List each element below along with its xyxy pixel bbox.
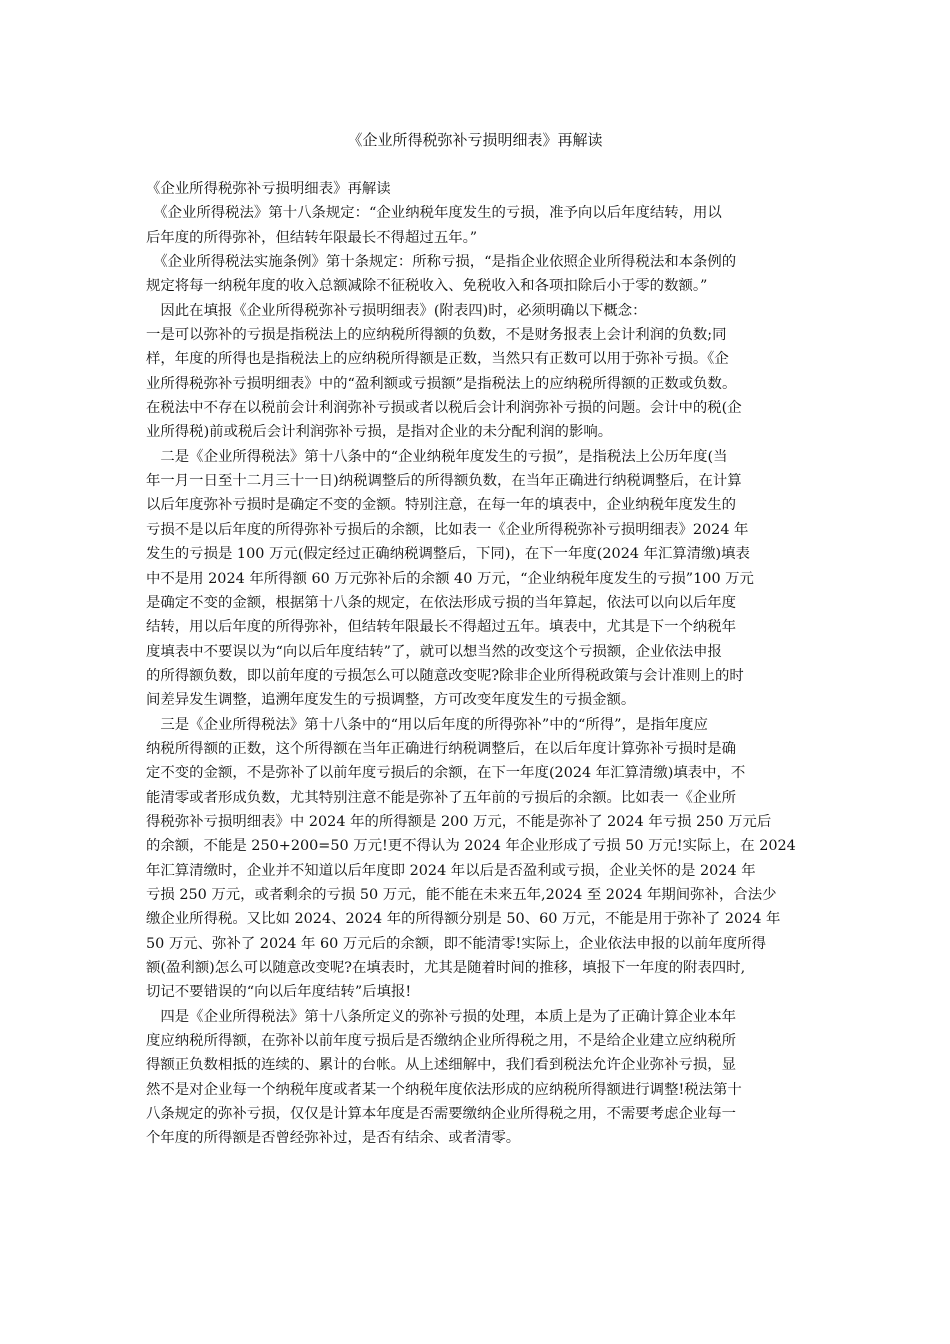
document-title: 《企业所得税弥补亏损明细表》再解读 xyxy=(347,131,603,149)
body-line: 的所得额负数，即以前年度的亏损怎么可以随意改变呢?除非企业所得税政策与会计准则上的时 xyxy=(146,667,744,684)
body-line: 度应纳税所得额，在弥补以前年度亏损后是否缴纳企业所得税之用，不是给企业建立应纳税所 xyxy=(146,1033,737,1050)
body-line: 得额正负数相抵的连续的、累计的台帐。从上述细解中，我们看到税法允许企业弥补亏损，显 xyxy=(146,1057,737,1074)
body-line: 业所得税弥补亏损明细表》中的“盈利额或亏损额”是指税法上的应纳税所得额的正数或负数。 xyxy=(146,375,737,392)
body-line: 亏损不是以后年度的所得弥补亏损后的余额，比如表一《企业所得税弥补亏损明细表》2024 年 xyxy=(146,521,749,538)
body-line: 的余额，不能是 250+200=50 万元!更不得认为 2024 年企业形成了亏损 50 万元!实际上，在 2024 xyxy=(146,838,796,855)
body-line: 然不是对企业每一个纳税年度或者某一个纳税年度依法形成的应纳税所得额进行调整!税法第十 xyxy=(146,1081,742,1098)
body-line: 《企业所得税法》第十八条规定：“企业纳税年度发生的亏损，准予向以后年度结转，用以 xyxy=(146,205,722,222)
body-line: 《企业所得税弥补亏损明细表》再解读 xyxy=(146,181,391,197)
body-line: 三是《企业所得税法》第十八条中的“用以后年度的所得弥补”中的“所得”，是指年度应 xyxy=(146,716,708,733)
body-line: 八条规定的弥补亏损，仅仅是计算本年度是否需要缴纳企业所得税之用，不需要考虑企业每一 xyxy=(146,1106,737,1123)
body-line: 结转，用以后年度的所得弥补，但结转年限最长不得超过五年。填表中，尤其是下一个纳税年 xyxy=(146,619,737,636)
body-line: 四是《企业所得税法》第十八条所定义的弥补亏损的处理，本质上是为了正确计算企业本年 xyxy=(146,1008,737,1025)
body-line: 年汇算清缴时，企业并不知道以后年度即 2024 年以后是否盈利或亏损，企业关怀的是 2024 年 xyxy=(146,862,756,879)
body-line: 度填表中不要误以为“向以后年度结转”了，就可以想当然的改变这个亏损额，企业依法申报 xyxy=(146,643,722,660)
body-line: 《企业所得税法实施条例》第十条规定：所称亏损，“是指企业依照企业所得税法和本条例的 xyxy=(146,254,737,271)
body-line: 样，年度的所得也是指税法上的应纳税所得额是正数，当然只有正数可以用于弥补亏损。《企 xyxy=(146,351,729,368)
body-line: 纳税所得额的正数，这个所得额在当年正确进行纳税调整后，在以后年度计算弥补亏损时是确 xyxy=(146,740,737,757)
body-line: 额(盈利额)怎么可以随意改变呢?在填表时，尤其是随着时间的推移，填报下一年度的附表四时, xyxy=(146,960,746,976)
body-line: 发生的亏损是 100 万元(假定经过正确纳税调整后，下同)，在下一年度(2024 年汇算清缴)填表 xyxy=(146,546,750,563)
body-line: 因此在填报《企业所得税弥补亏损明细表》(附表四)时，必须明确以下概念： xyxy=(146,302,647,319)
body-line: 中不是用 2024 年所得额 60 万元弥补后的余额 40 万元，“企业纳税年度发生的亏损”100 万元 xyxy=(146,570,754,587)
body-line: 缴企业所得税。又比如 2024、2024 年的所得额分别是 50、60 万元，不能是用于弥补了 2024 年 xyxy=(146,911,781,928)
body-line: 定不变的金额，不是弥补了以前年度亏损后的余额，在下一年度(2024 年汇算清缴)填表中，不 xyxy=(146,765,746,782)
body-line: 50 万元、弥补了 2024 年 60 万元后的余额，即不能清零!实际上，企业依法申报的以前年度所得 xyxy=(146,935,766,952)
body-line: 切记不要错误的“向以后年度结转”后填报! xyxy=(146,984,412,1001)
body-line: 是确定不变的金额，根据第十八条的规定，在依法形成亏损的当年算起，依法可以向以后年度 xyxy=(146,594,737,611)
body-line: 个年度的所得额是否曾经弥补过，是否有结余、或者清零。 xyxy=(146,1130,521,1147)
body-line: 年一月一日至十二月三十一日)纳税调整后的所得额负数，在当年正确进行纳税调整后，在计算 xyxy=(146,473,742,490)
body-line: 亏损 250 万元，或者剩余的亏损 50 万元，能不能在未来五年,2024 至 2024 年期间弥补，合法少 xyxy=(146,886,777,903)
body-line: 一是可以弥补的亏损是指税法上的应纳税所得额的负数，不是财务报表上会计利润的负数;同 xyxy=(146,327,727,344)
body-line: 二是《企业所得税法》第十八条中的“企业纳税年度发生的亏损”，是指税法上公历年度(当 xyxy=(146,448,728,465)
body-line: 后年度的所得弥补，但结转年限最长不得超过五年。” xyxy=(146,229,478,246)
body-line: 业所得税)前或税后会计利润弥补亏损，是指对企业的未分配利润的影响。 xyxy=(146,424,613,441)
body-line: 以后年度弥补亏损时是确定不变的金额。特别注意，在每一年的填表中，企业纳税年度发生的 xyxy=(146,497,737,514)
body-line: 得税弥补亏损明细表》中 2024 年的所得额是 200 万元，不能是弥补了 2024 年亏损 250 万元后 xyxy=(146,813,772,830)
body-line: 在税法中不存在以税前会计利润弥补亏损或者以税后会计利润弥补亏损的问题。会计中的税(企 xyxy=(146,400,742,417)
body-line: 间差异发生调整，追溯年度发生的亏损调整，方可改变年度发生的亏损金额。 xyxy=(146,692,636,709)
document-body xyxy=(146,177,816,1151)
body-line: 能清零或者形成负数，尤其特别注意不能是弥补了五年前的亏损后的余额。比如表一《企业所 xyxy=(146,789,737,806)
body-line: 规定将每一纳税年度的收入总额减除不征税收入、免税收入和各项扣除后小于零的数额。” xyxy=(146,278,708,295)
